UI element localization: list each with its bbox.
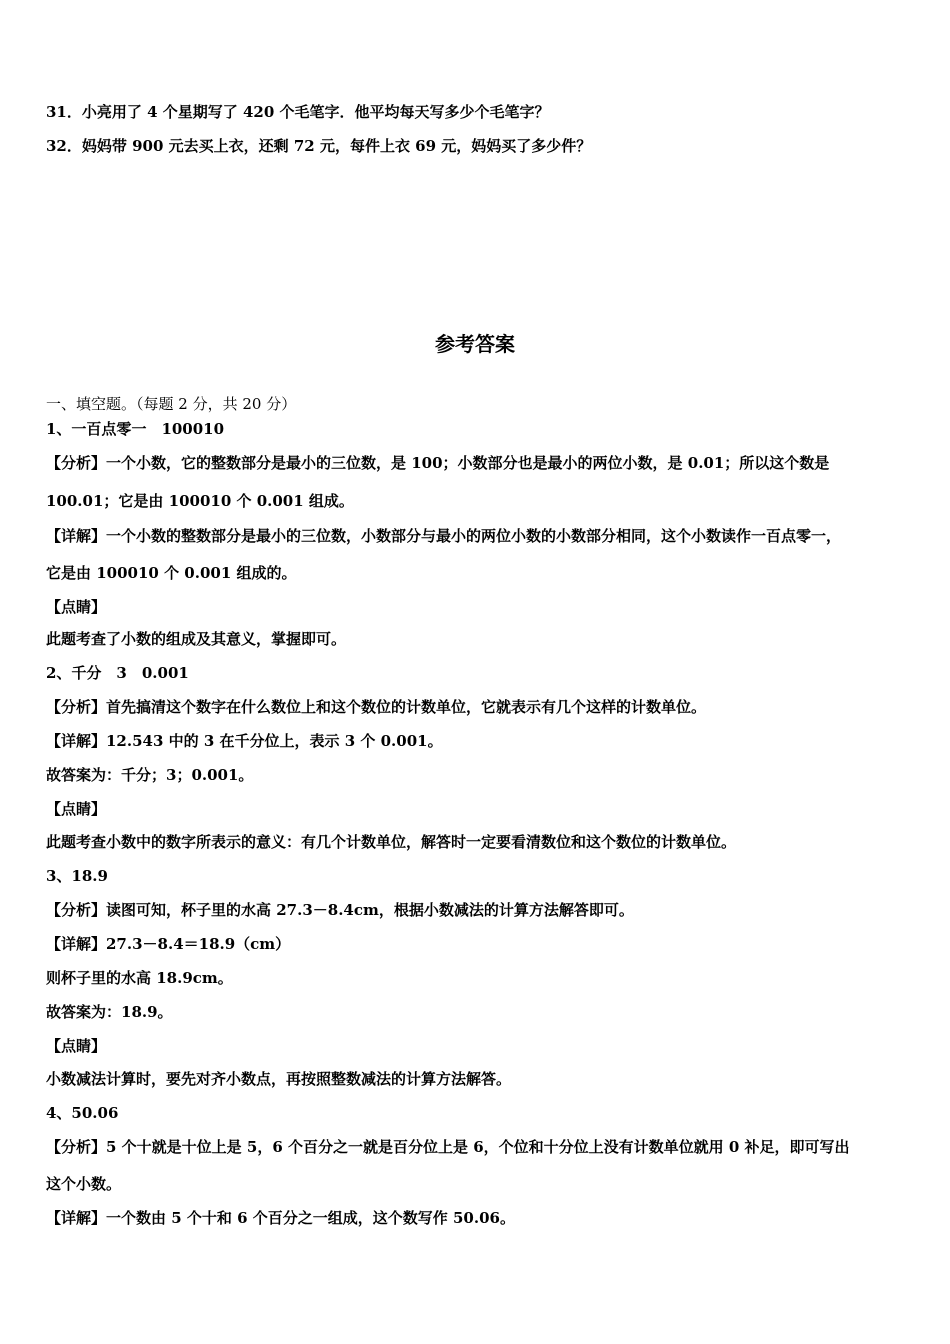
answer-1-detail-line-1: 【详解】一个小数的整数部分是最小的三位数，小数部分与最小的两位小数的小数部分相同，这个小数读作一百点零一， (46, 527, 842, 545)
section-heading: 一、填空题。（每题 2 分，共 20 分） (46, 395, 297, 413)
answer-1-detail-line-2: 它是由 100010 个 0.001 组成的。 (46, 564, 297, 582)
answer-2-comment-label: 【点睛】 (46, 800, 107, 818)
answer-2-analysis: 【分析】首先搞清这个数字在什么数位上和这个数位的计数单位，它就表示有几个这样的计数单位。 (46, 698, 707, 716)
answers-title: 参考答案 (435, 332, 515, 356)
question-31: 31．小亮用了 4 个星期写了 420 个毛笔字．他平均每天写多少个毛笔字？ (46, 103, 550, 121)
answer-3-comment-label: 【点睛】 (46, 1037, 107, 1055)
answer-1-analysis-line-1: 【分析】一个小数，它的整数部分是最小的三位数，是 100；小数部分也是最小的两位小数，是 0.01；所以这个数是 (46, 454, 830, 472)
answer-1-analysis-line-2: 100.01；它是由 100010 个 0.001 组成。 (46, 492, 354, 510)
answer-1: 1、一百点零一 100010 (46, 420, 225, 438)
answer-1-comment: 此题考查了小数的组成及其意义，掌握即可。 (46, 630, 347, 648)
answer-4-analysis-line-2: 这个小数。 (46, 1175, 122, 1193)
answer-2-detail: 【详解】12.543 中的 3 在千分位上，表示 3 个 0.001。 (46, 732, 443, 750)
answer-4-analysis-line-1: 【分析】5 个十就是十位上是 5，6 个百分之一就是百分位上是 6，个位和十分位上没有计数单位就用 0 补足，即可写出 (46, 1138, 850, 1156)
answer-2-comment: 此题考查小数中的数字所表示的意义：有几个计数单位，解答时一定要看清数位和这个数位的计数单位。 (46, 833, 737, 851)
answer-3-note: 则杯子里的水高 18.9cm。 (46, 969, 233, 987)
answer-3-detail: 【详解】27.3－8.4＝18.9（cm） (46, 935, 291, 953)
question-32: 32．妈妈带 900 元去买上衣，还剩 72 元，每件上衣 69 元，妈妈买了多少件？ (46, 137, 592, 155)
answer-2: 2、千分 3 0.001 (46, 664, 189, 682)
answer-3-comment: 小数减法计算时，要先对齐小数点，再按照整数减法的计算方法解答。 (46, 1070, 512, 1088)
answer-3-result: 故答案为：18.9。 (46, 1003, 173, 1021)
answer-3-analysis: 【分析】读图可知，杯子里的水高 27.3－8.4cm，根据小数减法的计算方法解答即可。 (46, 901, 634, 919)
answer-3: 3、18.9 (46, 867, 108, 885)
answer-4-detail: 【详解】一个数由 5 个十和 6 个百分之一组成，这个数写作 50.06。 (46, 1209, 515, 1227)
answer-4: 4、50.06 (46, 1104, 119, 1122)
answer-1-comment-label: 【点睛】 (46, 598, 107, 616)
answer-2-result: 故答案为：千分；3；0.001。 (46, 766, 254, 784)
